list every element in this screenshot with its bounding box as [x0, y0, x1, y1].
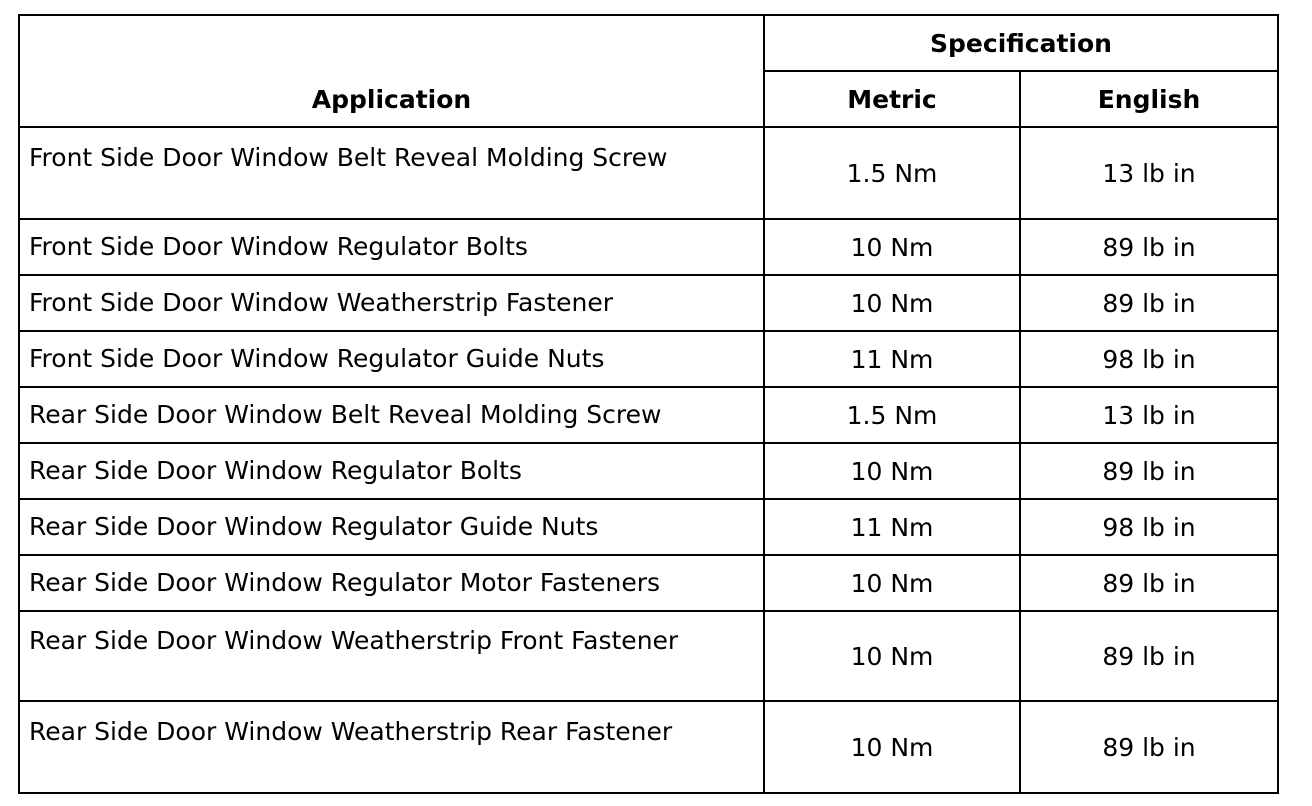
cell-english: 89 lb in [1020, 443, 1278, 499]
header-english: English [1020, 71, 1278, 127]
cell-metric: 11 Nm [764, 499, 1020, 555]
cell-metric: 11 Nm [764, 331, 1020, 387]
cell-application: Rear Side Door Window Regulator Guide Nuts [19, 499, 764, 555]
cell-metric: 10 Nm [764, 611, 1020, 701]
table-header [19, 15, 1278, 127]
table-row [19, 499, 1278, 555]
cell-english: 89 lb in [1020, 611, 1278, 701]
cell-metric: 10 Nm [764, 275, 1020, 331]
table-row [19, 555, 1278, 611]
table-body [19, 127, 1278, 793]
cell-english: 98 lb in [1020, 499, 1278, 555]
cell-english: 89 lb in [1020, 275, 1278, 331]
table-row [19, 127, 1278, 219]
cell-metric: 10 Nm [764, 443, 1020, 499]
cell-english: 89 lb in [1020, 219, 1278, 275]
cell-application: Rear Side Door Window Regulator Motor Fasteners [19, 555, 764, 611]
cell-english: 89 lb in [1020, 555, 1278, 611]
table-row [19, 275, 1278, 331]
cell-application: Front Side Door Window Regulator Guide Nuts [19, 331, 764, 387]
cell-application: Rear Side Door Window Weatherstrip Front Fastener [19, 611, 764, 701]
cell-english: 13 lb in [1020, 387, 1278, 443]
cell-application: Front Side Door Window Regulator Bolts [19, 219, 764, 275]
torque-spec-table [18, 14, 1279, 794]
cell-english: 13 lb in [1020, 127, 1278, 219]
header-application: Application [19, 15, 764, 127]
table-row [19, 443, 1278, 499]
cell-application: Front Side Door Window Belt Reveal Molding Screw [19, 127, 764, 219]
cell-application: Rear Side Door Window Regulator Bolts [19, 443, 764, 499]
cell-english: 89 lb in [1020, 701, 1278, 793]
table-row [19, 219, 1278, 275]
cell-metric: 10 Nm [764, 219, 1020, 275]
table-row [19, 331, 1278, 387]
table-row [19, 387, 1278, 443]
table-row [19, 701, 1278, 793]
header-specification: Specification [764, 15, 1278, 71]
cell-metric: 1.5 Nm [764, 387, 1020, 443]
cell-metric: 10 Nm [764, 555, 1020, 611]
cell-metric: 10 Nm [764, 701, 1020, 793]
header-metric: Metric [764, 71, 1020, 127]
header-row-top [19, 15, 1278, 71]
cell-application: Rear Side Door Window Weatherstrip Rear Fastener [19, 701, 764, 793]
cell-application: Front Side Door Window Weatherstrip Fastener [19, 275, 764, 331]
cell-metric: 1.5 Nm [764, 127, 1020, 219]
table-row [19, 611, 1278, 701]
cell-english: 98 lb in [1020, 331, 1278, 387]
cell-application: Rear Side Door Window Belt Reveal Molding Screw [19, 387, 764, 443]
